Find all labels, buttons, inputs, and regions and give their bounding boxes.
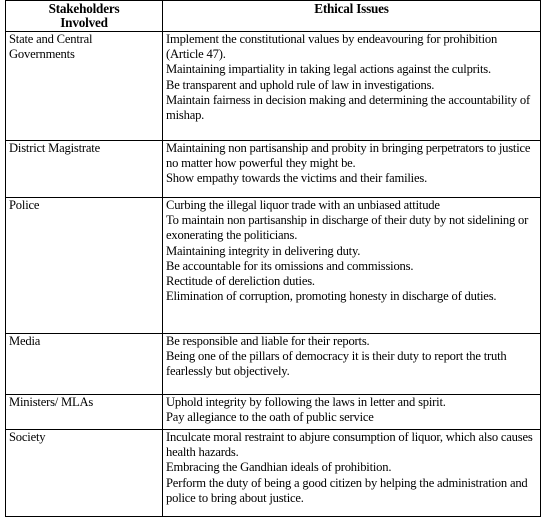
issue-item: Implement the constitutional values by endeavouring for prohibition (Article 47). bbox=[166, 32, 498, 62]
stakeholder-name: District Magistrate bbox=[9, 141, 100, 155]
issue-item: To maintain non partisanship in discharge of their duty by not sidelining or exonerating the politicians. bbox=[166, 213, 529, 243]
issue-item: Curbing the illegal liquor trade with an unbiased attitude bbox=[166, 198, 440, 212]
table-row bbox=[6, 198, 541, 334]
document bbox=[5, 0, 541, 517]
issues-cell bbox=[163, 141, 541, 198]
table-header-row bbox=[6, 1, 541, 32]
stakeholder-cell bbox=[6, 395, 163, 430]
issue-item: Maintain fairness in decision making and determining the accountability of mishap. bbox=[166, 92, 530, 123]
issue-item: Inculcate moral restraint to abjure consumption of liquor, which also causes health hazards. bbox=[166, 430, 533, 460]
issue-item: Be transparent and uphold rule of law in investigations. bbox=[166, 77, 435, 92]
table-row bbox=[6, 430, 541, 517]
stakeholder-ethics-table bbox=[5, 0, 541, 517]
issue-item: Perform the duty of being a good citizen by helping the administration and police to bring about justice. bbox=[166, 475, 528, 505]
issue-item: Show empathy towards the victims and their families. bbox=[166, 171, 428, 186]
issue-item: Embracing the Gandhian ideals of prohibition. bbox=[166, 460, 392, 475]
stakeholder-cell bbox=[6, 334, 163, 395]
issue-item: Uphold integrity by following the laws in letter and spirit. bbox=[166, 395, 446, 409]
table-row bbox=[6, 395, 541, 430]
issue-item: Rectitude of dereliction duties. bbox=[166, 274, 315, 289]
issue-item: Maintaining non partisanship and probity in bringing perpetrators to justice no matter how powerful they might be. bbox=[166, 141, 531, 171]
issues-cell bbox=[163, 32, 541, 141]
issue-item: Being one of the pillars of democracy it is their duty to report the truth fearlessly but objectively. bbox=[166, 349, 507, 379]
header-stakeholders: Stakeholders Involved bbox=[6, 1, 163, 32]
stakeholder-cell bbox=[6, 141, 163, 198]
stakeholder-cell bbox=[6, 430, 163, 517]
issues-cell bbox=[163, 198, 541, 334]
issue-item: Be responsible and liable for their reports. bbox=[166, 334, 370, 348]
table-row bbox=[6, 141, 541, 198]
issue-item: Maintaining impartiality in taking legal actions against the culprits. bbox=[166, 62, 491, 77]
issues-cell bbox=[163, 334, 541, 395]
issue-item: Elimination of corruption, promoting honesty in discharge of duties. bbox=[166, 289, 497, 304]
stakeholder-name: Ministers/ MLAs bbox=[9, 395, 94, 409]
stakeholder-name: Media bbox=[9, 334, 41, 348]
stakeholder-name: State and Central Governments bbox=[9, 32, 93, 62]
stakeholder-cell bbox=[6, 198, 163, 334]
table-row bbox=[6, 32, 541, 141]
issue-item: Pay allegiance to the oath of public service bbox=[166, 410, 374, 425]
stakeholder-cell bbox=[6, 32, 163, 141]
issue-item: Maintaining integrity in delivering duty. bbox=[166, 243, 361, 258]
issue-item: Be accountable for its omissions and commissions. bbox=[166, 258, 414, 273]
stakeholder-name: Society bbox=[9, 430, 46, 444]
table-row bbox=[6, 334, 541, 395]
issues-cell bbox=[163, 430, 541, 517]
stakeholder-name: Police bbox=[9, 198, 40, 212]
header-ethical-issues: Ethical Issues bbox=[163, 1, 541, 32]
issues-cell bbox=[163, 395, 541, 430]
